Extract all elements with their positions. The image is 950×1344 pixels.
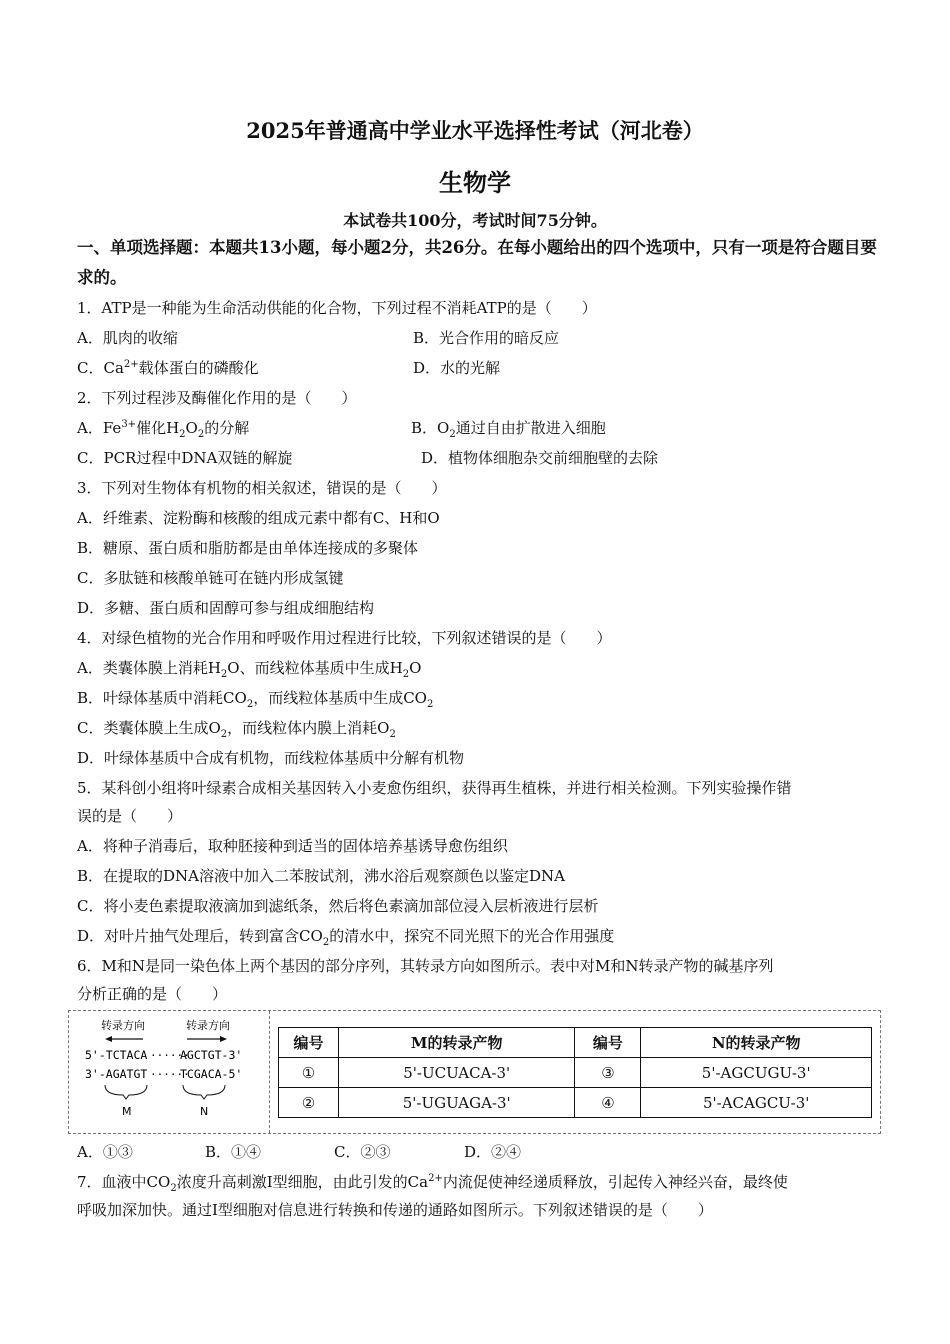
q6-option-c: C．②③ — [334, 1143, 391, 1161]
table-header: 编号 — [575, 1028, 641, 1058]
table-header: 编号 — [279, 1028, 339, 1058]
q1-option-a: A．肌肉的收缩 — [77, 329, 178, 347]
gene-label-m: M — [122, 1105, 132, 1118]
section-heading: 一、单项选择题：本题共13小题，每小题2分，共26分。在每小题给出的四个选项中，只有一项是符合题目要求的。 — [77, 238, 877, 287]
q4-option-b: B．叶绿体基质中消耗$CO_2$，而线粒体基质中生成$CO_2$ — [77, 689, 434, 710]
seq-top-right: AGCTGT-3' — [180, 1048, 243, 1062]
q7-stem-line2: 呼吸加深加快。通过Ⅰ型细胞对信息进行转换和传递的通路如图所示。下列叙述错误的是（ ） — [77, 1201, 713, 1219]
exam-info: 本试卷共100分，考试时间75分钟。 — [343, 211, 607, 230]
direction-label-left: 转录方向 — [101, 1019, 145, 1032]
q6-stem-line1: 6．M和N是同一染色体上两个基因的部分序列，其转录方向如图所示。表中对M和N转录产物的碱基序列 — [77, 957, 774, 975]
q4-option-c: C．类囊体膜上生成$O_2$，而线粒体内膜上消耗$O_2$ — [77, 719, 396, 740]
seq-bottom-left: 3'-AGATGT — [85, 1067, 148, 1081]
q3-stem: 3．下列对生物体有机物的相关叙述，错误的是（ ） — [77, 479, 447, 497]
table-cell: 5'-AGCUGU-3' — [641, 1058, 872, 1088]
table-cell: ② — [279, 1088, 339, 1118]
direction-label-right: 转录方向 — [186, 1019, 230, 1032]
exam-title: 2025年普通高中学业水平选择性考试（河北卷） — [246, 118, 704, 143]
q3-option-d: D．多糖、蛋白质和固醇可参与组成细胞结构 — [77, 599, 375, 617]
q1-option-c: C．$Ca^{2+}$载体蛋白的磷酸化 — [77, 359, 259, 377]
seq-top-dots: ······ — [150, 1049, 190, 1062]
q1-option-b: B．光合作用的暗反应 — [413, 329, 560, 347]
q1-option-d: D．水的光解 — [413, 359, 501, 377]
table-row — [279, 1058, 872, 1088]
q4-stem: 4．对绿色植物的光合作用和呼吸作用过程进行比较，下列叙述错误的是（ ） — [77, 629, 612, 647]
table-cell: 5'-UCUACA-3' — [338, 1058, 575, 1088]
q2-option-d: D．植物体细胞杂交前细胞壁的去除 — [421, 449, 659, 467]
table-row — [279, 1088, 872, 1118]
q3-option-a: A．纤维素、淀粉酶和核酸的组成元素中都有C、H和O — [77, 509, 440, 527]
brace-m — [105, 1085, 147, 1099]
seq-bottom-dots: ······ — [150, 1068, 190, 1081]
q6-option-d: D．②④ — [464, 1143, 522, 1161]
table-cell: ① — [279, 1058, 339, 1088]
q2-option-a: A．$Fe^{3+}$催化$H_2O_2$的分解 — [77, 419, 250, 440]
brace-n — [183, 1085, 225, 1099]
q3-option-c: C．多肽链和核酸单链可在链内形成氢键 — [77, 569, 344, 587]
q4-option-d: D．叶绿体基质中合成有机物，而线粒体基质中分解有机物 — [77, 749, 465, 767]
q3-option-b: B．糖原、蛋白质和脂肪都是由单体连接成的多聚体 — [77, 539, 419, 557]
q2-option-c: C．PCR过程中DNA双链的解旋 — [77, 449, 293, 467]
q7-stem-line1: 7．血液中$CO_2$浓度升高刺激Ⅰ型细胞，由此引发的$Ca^{2+}$内流促使神经递质释放，引起传入神经兴奋，最终使 — [77, 1173, 788, 1194]
q6-option-b: B．①④ — [205, 1143, 262, 1161]
gene-label-n: N — [200, 1105, 209, 1118]
q5-stem-line2: 误的是（ ） — [77, 807, 183, 825]
gene-diagram — [71, 1015, 267, 1131]
q2-option-b: B．$O_2$通过自由扩散进入细胞 — [411, 419, 606, 440]
table-cell: ④ — [575, 1088, 641, 1118]
subject-title: 生物学 — [439, 168, 511, 197]
table-cell: 5'-UGUAGA-3' — [338, 1088, 575, 1118]
arrow-left-head — [105, 1036, 112, 1042]
table-header-row — [279, 1028, 872, 1058]
q1-stem: 1．ATP是一种能为生命活动供能的化合物，下列过程不消耗ATP的是（ ） — [77, 299, 597, 317]
table-header: N的转录产物 — [641, 1028, 872, 1058]
q5-option-a: A．将种子消毒后，取种胚接种到适当的固体培养基诱导愈伤组织 — [77, 837, 508, 855]
q5-option-d: D．对叶片抽气处理后，转到富含$CO_2$的清水中，探究不同光照下的光合作用强度 — [77, 927, 615, 948]
q5-option-c: C．将小麦色素提取液滴加到滤纸条，然后将色素滴加部位浸入层析液进行层析 — [77, 897, 599, 915]
table-cell: 5'-ACAGCU-3' — [641, 1088, 872, 1118]
q6-option-a: A．①③ — [77, 1143, 133, 1161]
transcript-table — [278, 1027, 872, 1118]
q6-stem-line2: 分析正确的是（ ） — [77, 985, 228, 1003]
figure-divider — [269, 1011, 270, 1133]
q6-figure — [68, 1010, 881, 1134]
q5-stem-line1: 5．某科创小组将叶绿素合成相关基因转入小麦愈伤组织，获得再生植株，并进行相关检测。下列实验操作错 — [77, 779, 792, 797]
q5-option-b: B．在提取的DNA溶液中加入二苯胺试剂，沸水浴后观察颜色以鉴定DNA — [77, 867, 565, 885]
arrow-right-head — [220, 1036, 227, 1042]
table-cell: ③ — [575, 1058, 641, 1088]
table-header: M的转录产物 — [338, 1028, 575, 1058]
seq-bottom-right: TCGACA-5' — [180, 1067, 243, 1081]
q4-option-a: A．类囊体膜上消耗$H_2O$、而线粒体基质中生成$H_2O$ — [77, 659, 422, 680]
q2-stem: 2．下列过程涉及酶催化作用的是（ ） — [77, 389, 357, 407]
seq-top-left: 5'-TCTACA — [85, 1048, 148, 1062]
